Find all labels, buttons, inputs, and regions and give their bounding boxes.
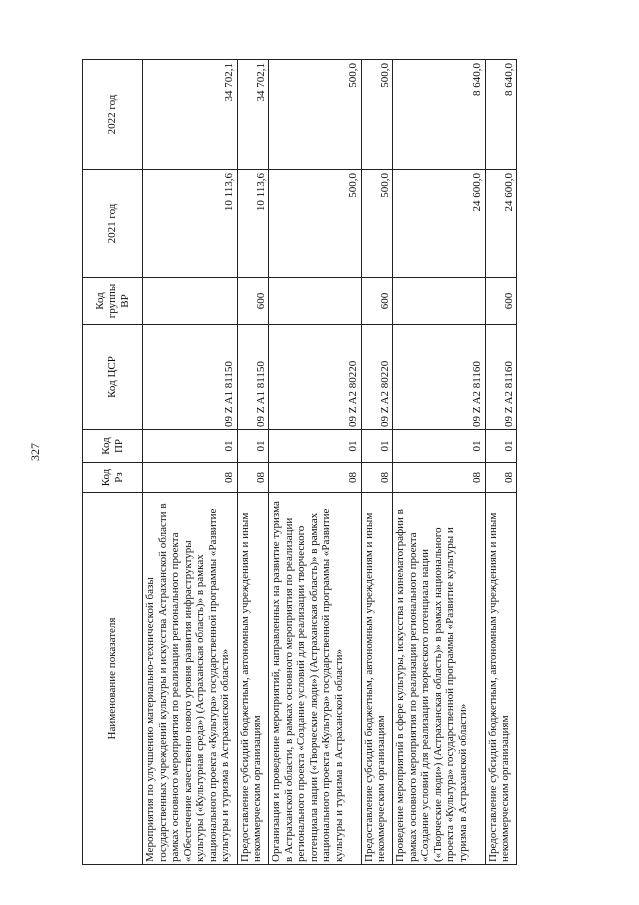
row-vr <box>393 278 485 325</box>
row-rz: 08 <box>237 463 268 493</box>
row-name: Мероприятия по улучшению материально-технической базы государственных учреждений культуры и искусства Астраханской области в рамках основного мероприятия по реализации регионального проекта «Обеспечение качественно нового уровня развития инфраструктуры культуры («Культурная среда») (Астраханская область)» в рамках национального проекта «Культура» государственной программы «Развитие культуры и туризма в Астраханской области» <box>143 493 238 865</box>
row-2022: 500,0 <box>269 60 361 170</box>
row-2021: 10 113,6 <box>237 170 268 278</box>
table-header-row <box>83 60 143 865</box>
row-pr: 01 <box>361 430 392 463</box>
row-vr <box>143 278 238 325</box>
row-2022: 8 640,0 <box>393 60 485 170</box>
row-2022: 34 702,1 <box>237 60 268 170</box>
row-rz: 08 <box>485 463 517 493</box>
row-rz: 08 <box>269 463 361 493</box>
row-vr: 600 <box>485 278 517 325</box>
row-2021: 500,0 <box>269 170 361 278</box>
table-row <box>393 60 485 865</box>
row-vr: 600 <box>361 278 392 325</box>
row-csr: 09 Z A1 81150 <box>143 325 238 430</box>
header-pr: Код ПР <box>83 430 143 463</box>
header-vr: Код группы ВР <box>83 278 143 325</box>
row-csr: 09 Z A1 81150 <box>237 325 268 430</box>
row-name: Предоставление субсидий бюджетным, автономным учреждениям и иным некоммерческим организациям <box>485 493 517 865</box>
row-rz: 08 <box>361 463 392 493</box>
row-name: Проведение мероприятий в сфере культуры, искусства и кинематографии в рамках основного мероприятия по реализации регионального проекта «Создание условий для реализации творческого потенциала нации («Творческие люди») (Астраханская область)» в рамках национального проекта «Культура» государственной программы «Развитие культуры и туризма в Астраханской области» <box>393 493 485 865</box>
row-csr: 09 Z A2 80220 <box>361 325 392 430</box>
row-pr: 01 <box>269 430 361 463</box>
row-csr: 09 Z A2 81160 <box>393 325 485 430</box>
row-2022: 34 702,1 <box>143 60 238 170</box>
budget-table <box>82 59 517 865</box>
row-2021: 24 600,0 <box>485 170 517 278</box>
header-2021: 2021 год <box>83 170 143 278</box>
table-row <box>237 60 268 865</box>
table-row <box>143 60 238 865</box>
header-name: Наименование показателя <box>83 493 143 865</box>
row-vr: 600 <box>237 278 268 325</box>
row-csr: 09 Z A2 81160 <box>485 325 517 430</box>
row-name: Предоставление субсидий бюджетным, автономным учреждениям и иным некоммерческим организациям <box>361 493 392 865</box>
row-2022: 500,0 <box>361 60 392 170</box>
row-pr: 01 <box>143 430 238 463</box>
row-2021: 10 113,6 <box>143 170 238 278</box>
row-2022: 8 640,0 <box>485 60 517 170</box>
header-csr: Код ЦСР <box>83 325 143 430</box>
row-pr: 01 <box>485 430 517 463</box>
table-row <box>485 60 517 865</box>
row-csr: 09 Z A2 80220 <box>269 325 361 430</box>
row-pr: 01 <box>237 430 268 463</box>
row-name: Предоставление субсидий бюджетным, автономным учреждениям и иным некоммерческим организациям <box>237 493 268 865</box>
table-row <box>361 60 392 865</box>
row-2021: 500,0 <box>361 170 392 278</box>
table-row <box>269 60 361 865</box>
row-2021: 24 600,0 <box>393 170 485 278</box>
rotated-table-container <box>82 60 517 865</box>
row-vr <box>269 278 361 325</box>
header-rz: Код Рз <box>83 463 143 493</box>
row-rz: 08 <box>393 463 485 493</box>
row-rz: 08 <box>143 463 238 493</box>
row-pr: 01 <box>393 430 485 463</box>
header-2022: 2022 год <box>83 60 143 170</box>
page-number: 327 <box>28 443 42 461</box>
row-name: Организация и проведение мероприятий, направленных на развитие туризма в Астраханской области, в рамках основного мероприятия по реализации регионального проекта «Создание условий для реализации творческого потенциала нации («Творческие люди») (Астраханская область)» в рамках национального проекта «Культура» государственной программы «Развитие культуры и туризма в Астраханской области» <box>269 493 361 865</box>
